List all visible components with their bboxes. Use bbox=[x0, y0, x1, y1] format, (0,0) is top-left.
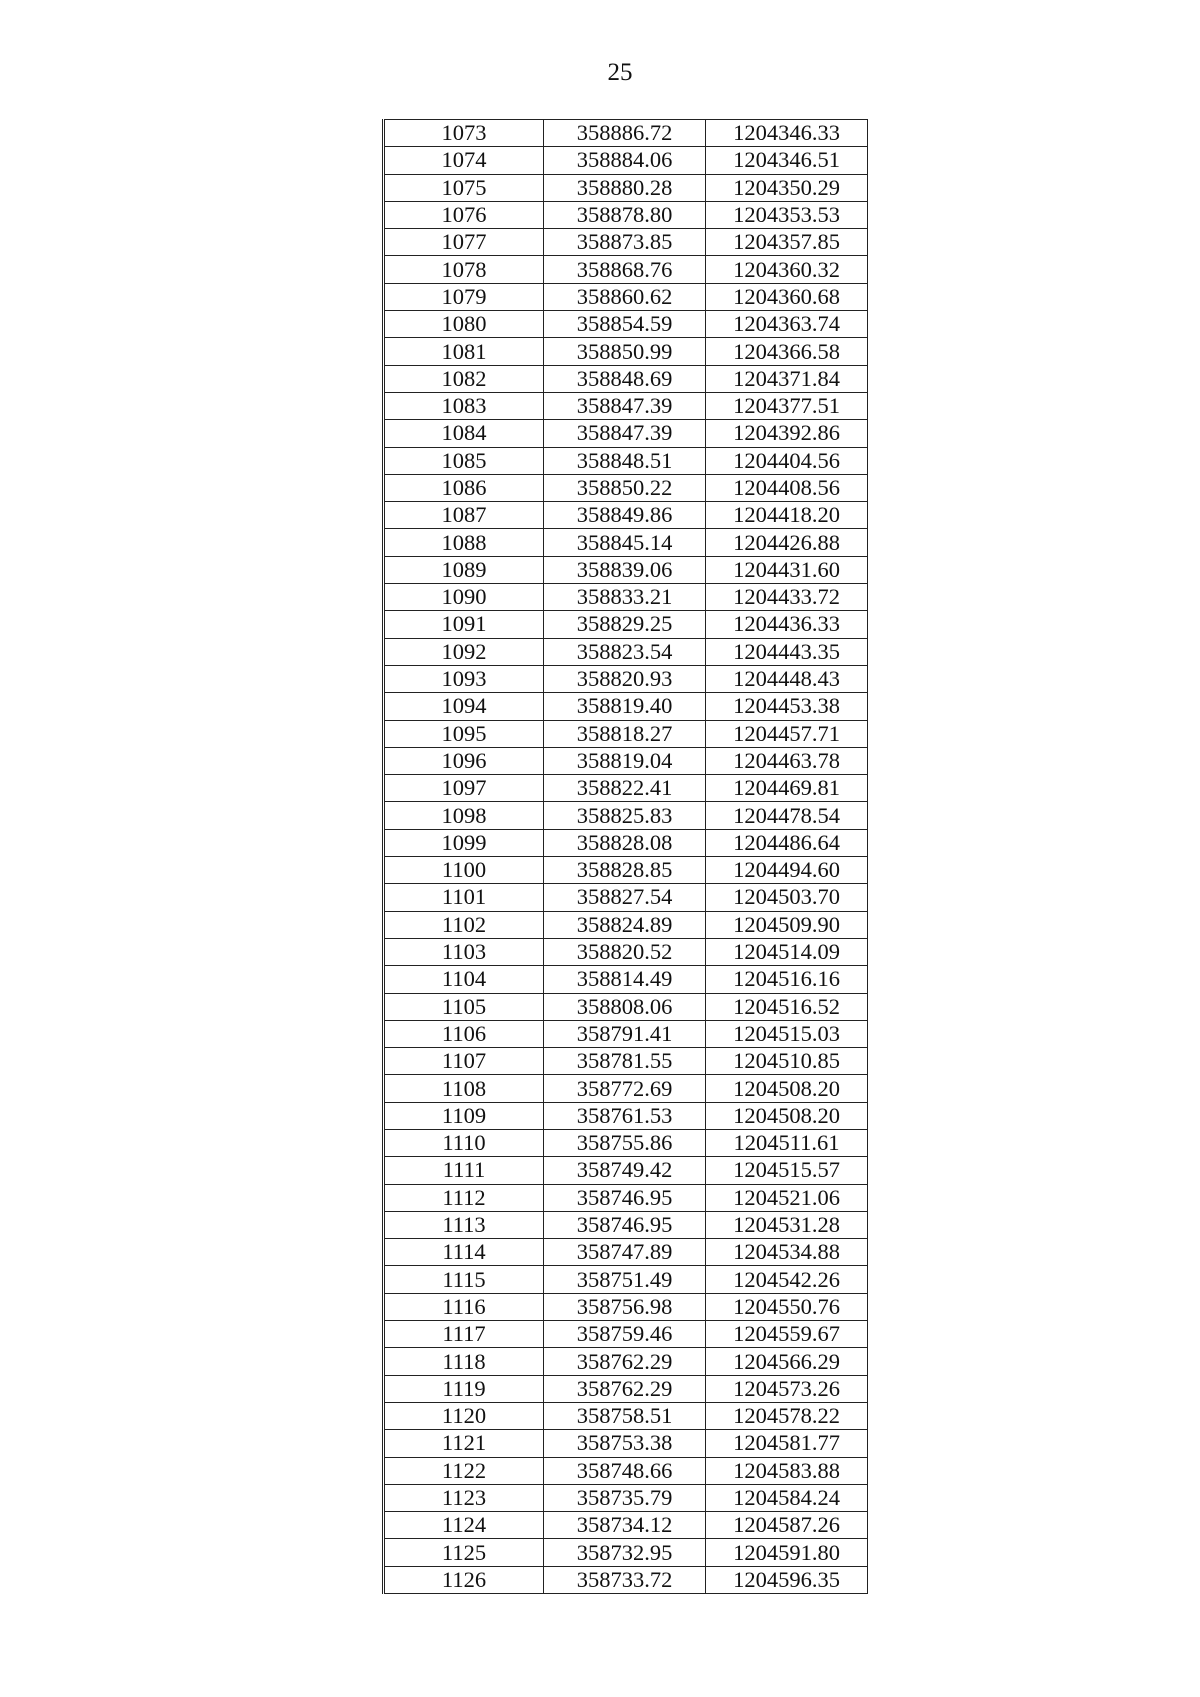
x-coordinate-cell: 358884.06 bbox=[544, 147, 706, 174]
y-coordinate-cell: 1204436.33 bbox=[706, 611, 868, 638]
x-coordinate-cell: 358791.41 bbox=[544, 1020, 706, 1047]
x-coordinate-cell: 358762.29 bbox=[544, 1375, 706, 1402]
table-row bbox=[384, 993, 868, 1020]
point-number-cell: 1113 bbox=[384, 1211, 544, 1238]
table-row bbox=[384, 147, 868, 174]
x-coordinate-cell: 358850.99 bbox=[544, 338, 706, 365]
x-coordinate-cell: 358749.42 bbox=[544, 1157, 706, 1184]
y-coordinate-cell: 1204542.26 bbox=[706, 1266, 868, 1293]
point-number-cell: 1120 bbox=[384, 1402, 544, 1429]
x-coordinate-cell: 358818.27 bbox=[544, 720, 706, 747]
x-coordinate-cell: 358814.49 bbox=[544, 966, 706, 993]
table-row bbox=[384, 884, 868, 911]
point-number-cell: 1098 bbox=[384, 802, 544, 829]
point-number-cell: 1124 bbox=[384, 1512, 544, 1539]
coordinates-table bbox=[382, 119, 868, 1594]
y-coordinate-cell: 1204478.54 bbox=[706, 802, 868, 829]
table-row bbox=[384, 1075, 868, 1102]
table-row bbox=[384, 283, 868, 310]
table-row bbox=[384, 174, 868, 201]
page-number: 25 bbox=[607, 59, 633, 86]
point-number-cell: 1126 bbox=[384, 1566, 544, 1593]
x-coordinate-cell: 358829.25 bbox=[544, 611, 706, 638]
point-number-cell: 1094 bbox=[384, 693, 544, 720]
point-number-cell: 1075 bbox=[384, 174, 544, 201]
point-number-cell: 1111 bbox=[384, 1157, 544, 1184]
x-coordinate-cell: 358828.85 bbox=[544, 857, 706, 884]
x-coordinate-cell: 358820.52 bbox=[544, 938, 706, 965]
x-coordinate-cell: 358886.72 bbox=[544, 120, 706, 147]
y-coordinate-cell: 1204457.71 bbox=[706, 720, 868, 747]
table-row bbox=[384, 1457, 868, 1484]
table-row bbox=[384, 229, 868, 256]
y-coordinate-cell: 1204509.90 bbox=[706, 911, 868, 938]
table-row bbox=[384, 1239, 868, 1266]
table-row bbox=[384, 1348, 868, 1375]
y-coordinate-cell: 1204508.20 bbox=[706, 1075, 868, 1102]
table-row bbox=[384, 256, 868, 283]
table-row bbox=[384, 502, 868, 529]
point-number-cell: 1115 bbox=[384, 1266, 544, 1293]
table-row bbox=[384, 1321, 868, 1348]
point-number-cell: 1089 bbox=[384, 556, 544, 583]
point-number-cell: 1103 bbox=[384, 938, 544, 965]
y-coordinate-cell: 1204431.60 bbox=[706, 556, 868, 583]
table-row bbox=[384, 1293, 868, 1320]
x-coordinate-cell: 358761.53 bbox=[544, 1102, 706, 1129]
point-number-cell: 1100 bbox=[384, 857, 544, 884]
table-row bbox=[384, 311, 868, 338]
point-number-cell: 1088 bbox=[384, 529, 544, 556]
point-number-cell: 1092 bbox=[384, 638, 544, 665]
table-row bbox=[384, 1512, 868, 1539]
y-coordinate-cell: 1204511.61 bbox=[706, 1129, 868, 1156]
table-row bbox=[384, 829, 868, 856]
y-coordinate-cell: 1204578.22 bbox=[706, 1402, 868, 1429]
x-coordinate-cell: 358751.49 bbox=[544, 1266, 706, 1293]
point-number-cell: 1083 bbox=[384, 392, 544, 419]
y-coordinate-cell: 1204587.26 bbox=[706, 1512, 868, 1539]
table-row bbox=[384, 1157, 868, 1184]
y-coordinate-cell: 1204363.74 bbox=[706, 311, 868, 338]
table-row bbox=[384, 365, 868, 392]
x-coordinate-cell: 358848.51 bbox=[544, 447, 706, 474]
table-row bbox=[384, 1266, 868, 1293]
point-number-cell: 1081 bbox=[384, 338, 544, 365]
table-row bbox=[384, 447, 868, 474]
y-coordinate-cell: 1204591.80 bbox=[706, 1539, 868, 1566]
point-number-cell: 1107 bbox=[384, 1048, 544, 1075]
point-number-cell: 1087 bbox=[384, 502, 544, 529]
x-coordinate-cell: 358878.80 bbox=[544, 201, 706, 228]
y-coordinate-cell: 1204346.33 bbox=[706, 120, 868, 147]
point-number-cell: 1082 bbox=[384, 365, 544, 392]
table-row bbox=[384, 720, 868, 747]
x-coordinate-cell: 358833.21 bbox=[544, 584, 706, 611]
x-coordinate-cell: 358839.06 bbox=[544, 556, 706, 583]
x-coordinate-cell: 358868.76 bbox=[544, 256, 706, 283]
x-coordinate-cell: 358827.54 bbox=[544, 884, 706, 911]
x-coordinate-cell: 358755.86 bbox=[544, 1129, 706, 1156]
table-row bbox=[384, 392, 868, 419]
point-number-cell: 1079 bbox=[384, 283, 544, 310]
x-coordinate-cell: 358822.41 bbox=[544, 775, 706, 802]
table-row bbox=[384, 747, 868, 774]
point-number-cell: 1104 bbox=[384, 966, 544, 993]
x-coordinate-cell: 358828.08 bbox=[544, 829, 706, 856]
table-row bbox=[384, 802, 868, 829]
table-row bbox=[384, 1430, 868, 1457]
table-row bbox=[384, 1020, 868, 1047]
y-coordinate-cell: 1204516.16 bbox=[706, 966, 868, 993]
table-row bbox=[384, 1375, 868, 1402]
y-coordinate-cell: 1204360.68 bbox=[706, 283, 868, 310]
y-coordinate-cell: 1204550.76 bbox=[706, 1293, 868, 1320]
point-number-cell: 1093 bbox=[384, 665, 544, 692]
y-coordinate-cell: 1204463.78 bbox=[706, 747, 868, 774]
y-coordinate-cell: 1204350.29 bbox=[706, 174, 868, 201]
point-number-cell: 1114 bbox=[384, 1239, 544, 1266]
y-coordinate-cell: 1204353.53 bbox=[706, 201, 868, 228]
y-coordinate-cell: 1204584.24 bbox=[706, 1484, 868, 1511]
point-number-cell: 1084 bbox=[384, 420, 544, 447]
y-coordinate-cell: 1204448.43 bbox=[706, 665, 868, 692]
y-coordinate-cell: 1204408.56 bbox=[706, 474, 868, 501]
x-coordinate-cell: 358873.85 bbox=[544, 229, 706, 256]
y-coordinate-cell: 1204514.09 bbox=[706, 938, 868, 965]
point-number-cell: 1101 bbox=[384, 884, 544, 911]
y-coordinate-cell: 1204371.84 bbox=[706, 365, 868, 392]
y-coordinate-cell: 1204515.57 bbox=[706, 1157, 868, 1184]
point-number-cell: 1108 bbox=[384, 1075, 544, 1102]
y-coordinate-cell: 1204433.72 bbox=[706, 584, 868, 611]
x-coordinate-cell: 358762.29 bbox=[544, 1348, 706, 1375]
x-coordinate-cell: 358781.55 bbox=[544, 1048, 706, 1075]
x-coordinate-cell: 358734.12 bbox=[544, 1512, 706, 1539]
table-row bbox=[384, 1129, 868, 1156]
y-coordinate-cell: 1204573.26 bbox=[706, 1375, 868, 1402]
table-row bbox=[384, 638, 868, 665]
y-coordinate-cell: 1204581.77 bbox=[706, 1430, 868, 1457]
point-number-cell: 1085 bbox=[384, 447, 544, 474]
table-row bbox=[384, 857, 868, 884]
x-coordinate-cell: 358848.69 bbox=[544, 365, 706, 392]
table-row bbox=[384, 693, 868, 720]
table-row bbox=[384, 529, 868, 556]
y-coordinate-cell: 1204453.38 bbox=[706, 693, 868, 720]
y-coordinate-cell: 1204515.03 bbox=[706, 1020, 868, 1047]
point-number-cell: 1110 bbox=[384, 1129, 544, 1156]
x-coordinate-cell: 358756.98 bbox=[544, 1293, 706, 1320]
table-row bbox=[384, 201, 868, 228]
y-coordinate-cell: 1204377.51 bbox=[706, 392, 868, 419]
y-coordinate-cell: 1204418.20 bbox=[706, 502, 868, 529]
point-number-cell: 1097 bbox=[384, 775, 544, 802]
table-row bbox=[384, 1211, 868, 1238]
x-coordinate-cell: 358819.04 bbox=[544, 747, 706, 774]
point-number-cell: 1118 bbox=[384, 1348, 544, 1375]
x-coordinate-cell: 358860.62 bbox=[544, 283, 706, 310]
x-coordinate-cell: 358825.83 bbox=[544, 802, 706, 829]
point-number-cell: 1116 bbox=[384, 1293, 544, 1320]
point-number-cell: 1076 bbox=[384, 201, 544, 228]
point-number-cell: 1102 bbox=[384, 911, 544, 938]
table-row bbox=[384, 338, 868, 365]
point-number-cell: 1080 bbox=[384, 311, 544, 338]
y-coordinate-cell: 1204521.06 bbox=[706, 1184, 868, 1211]
point-number-cell: 1073 bbox=[384, 120, 544, 147]
y-coordinate-cell: 1204486.64 bbox=[706, 829, 868, 856]
point-number-cell: 1090 bbox=[384, 584, 544, 611]
x-coordinate-cell: 358772.69 bbox=[544, 1075, 706, 1102]
table-row bbox=[384, 474, 868, 501]
table-row bbox=[384, 1566, 868, 1593]
table-row bbox=[384, 775, 868, 802]
point-number-cell: 1099 bbox=[384, 829, 544, 856]
point-number-cell: 1078 bbox=[384, 256, 544, 283]
coordinates-table-body bbox=[384, 120, 868, 1594]
y-coordinate-cell: 1204508.20 bbox=[706, 1102, 868, 1129]
x-coordinate-cell: 358819.40 bbox=[544, 693, 706, 720]
table-row bbox=[384, 665, 868, 692]
point-number-cell: 1122 bbox=[384, 1457, 544, 1484]
x-coordinate-cell: 358847.39 bbox=[544, 420, 706, 447]
table-row bbox=[384, 1048, 868, 1075]
x-coordinate-cell: 358753.38 bbox=[544, 1430, 706, 1457]
point-number-cell: 1117 bbox=[384, 1321, 544, 1348]
x-coordinate-cell: 358820.93 bbox=[544, 665, 706, 692]
point-number-cell: 1109 bbox=[384, 1102, 544, 1129]
y-coordinate-cell: 1204392.86 bbox=[706, 420, 868, 447]
point-number-cell: 1125 bbox=[384, 1539, 544, 1566]
x-coordinate-cell: 358746.95 bbox=[544, 1184, 706, 1211]
y-coordinate-cell: 1204583.88 bbox=[706, 1457, 868, 1484]
point-number-cell: 1091 bbox=[384, 611, 544, 638]
y-coordinate-cell: 1204426.88 bbox=[706, 529, 868, 556]
y-coordinate-cell: 1204534.88 bbox=[706, 1239, 868, 1266]
y-coordinate-cell: 1204510.85 bbox=[706, 1048, 868, 1075]
table-row bbox=[384, 911, 868, 938]
table-row bbox=[384, 584, 868, 611]
x-coordinate-cell: 358732.95 bbox=[544, 1539, 706, 1566]
x-coordinate-cell: 358759.46 bbox=[544, 1321, 706, 1348]
x-coordinate-cell: 358748.66 bbox=[544, 1457, 706, 1484]
x-coordinate-cell: 358854.59 bbox=[544, 311, 706, 338]
table-row bbox=[384, 1402, 868, 1429]
x-coordinate-cell: 358758.51 bbox=[544, 1402, 706, 1429]
table-row bbox=[384, 1102, 868, 1129]
x-coordinate-cell: 358880.28 bbox=[544, 174, 706, 201]
table-row bbox=[384, 938, 868, 965]
table-row bbox=[384, 556, 868, 583]
point-number-cell: 1074 bbox=[384, 147, 544, 174]
point-number-cell: 1077 bbox=[384, 229, 544, 256]
point-number-cell: 1096 bbox=[384, 747, 544, 774]
y-coordinate-cell: 1204503.70 bbox=[706, 884, 868, 911]
table-row bbox=[384, 420, 868, 447]
table-row bbox=[384, 1539, 868, 1566]
y-coordinate-cell: 1204469.81 bbox=[706, 775, 868, 802]
x-coordinate-cell: 358747.89 bbox=[544, 1239, 706, 1266]
y-coordinate-cell: 1204559.67 bbox=[706, 1321, 868, 1348]
x-coordinate-cell: 358735.79 bbox=[544, 1484, 706, 1511]
x-coordinate-cell: 358849.86 bbox=[544, 502, 706, 529]
y-coordinate-cell: 1204494.60 bbox=[706, 857, 868, 884]
table-row bbox=[384, 1484, 868, 1511]
point-number-cell: 1121 bbox=[384, 1430, 544, 1457]
table-row bbox=[384, 966, 868, 993]
x-coordinate-cell: 358824.89 bbox=[544, 911, 706, 938]
y-coordinate-cell: 1204366.58 bbox=[706, 338, 868, 365]
point-number-cell: 1119 bbox=[384, 1375, 544, 1402]
point-number-cell: 1123 bbox=[384, 1484, 544, 1511]
y-coordinate-cell: 1204596.35 bbox=[706, 1566, 868, 1593]
y-coordinate-cell: 1204531.28 bbox=[706, 1211, 868, 1238]
x-coordinate-cell: 358823.54 bbox=[544, 638, 706, 665]
y-coordinate-cell: 1204404.56 bbox=[706, 447, 868, 474]
point-number-cell: 1106 bbox=[384, 1020, 544, 1047]
y-coordinate-cell: 1204357.85 bbox=[706, 229, 868, 256]
x-coordinate-cell: 358733.72 bbox=[544, 1566, 706, 1593]
point-number-cell: 1112 bbox=[384, 1184, 544, 1211]
point-number-cell: 1105 bbox=[384, 993, 544, 1020]
y-coordinate-cell: 1204443.35 bbox=[706, 638, 868, 665]
x-coordinate-cell: 358850.22 bbox=[544, 474, 706, 501]
x-coordinate-cell: 358847.39 bbox=[544, 392, 706, 419]
x-coordinate-cell: 358746.95 bbox=[544, 1211, 706, 1238]
table-row bbox=[384, 1184, 868, 1211]
x-coordinate-cell: 358808.06 bbox=[544, 993, 706, 1020]
table-row bbox=[384, 120, 868, 147]
y-coordinate-cell: 1204516.52 bbox=[706, 993, 868, 1020]
point-number-cell: 1086 bbox=[384, 474, 544, 501]
x-coordinate-cell: 358845.14 bbox=[544, 529, 706, 556]
y-coordinate-cell: 1204360.32 bbox=[706, 256, 868, 283]
y-coordinate-cell: 1204566.29 bbox=[706, 1348, 868, 1375]
y-coordinate-cell: 1204346.51 bbox=[706, 147, 868, 174]
point-number-cell: 1095 bbox=[384, 720, 544, 747]
table-row bbox=[384, 611, 868, 638]
